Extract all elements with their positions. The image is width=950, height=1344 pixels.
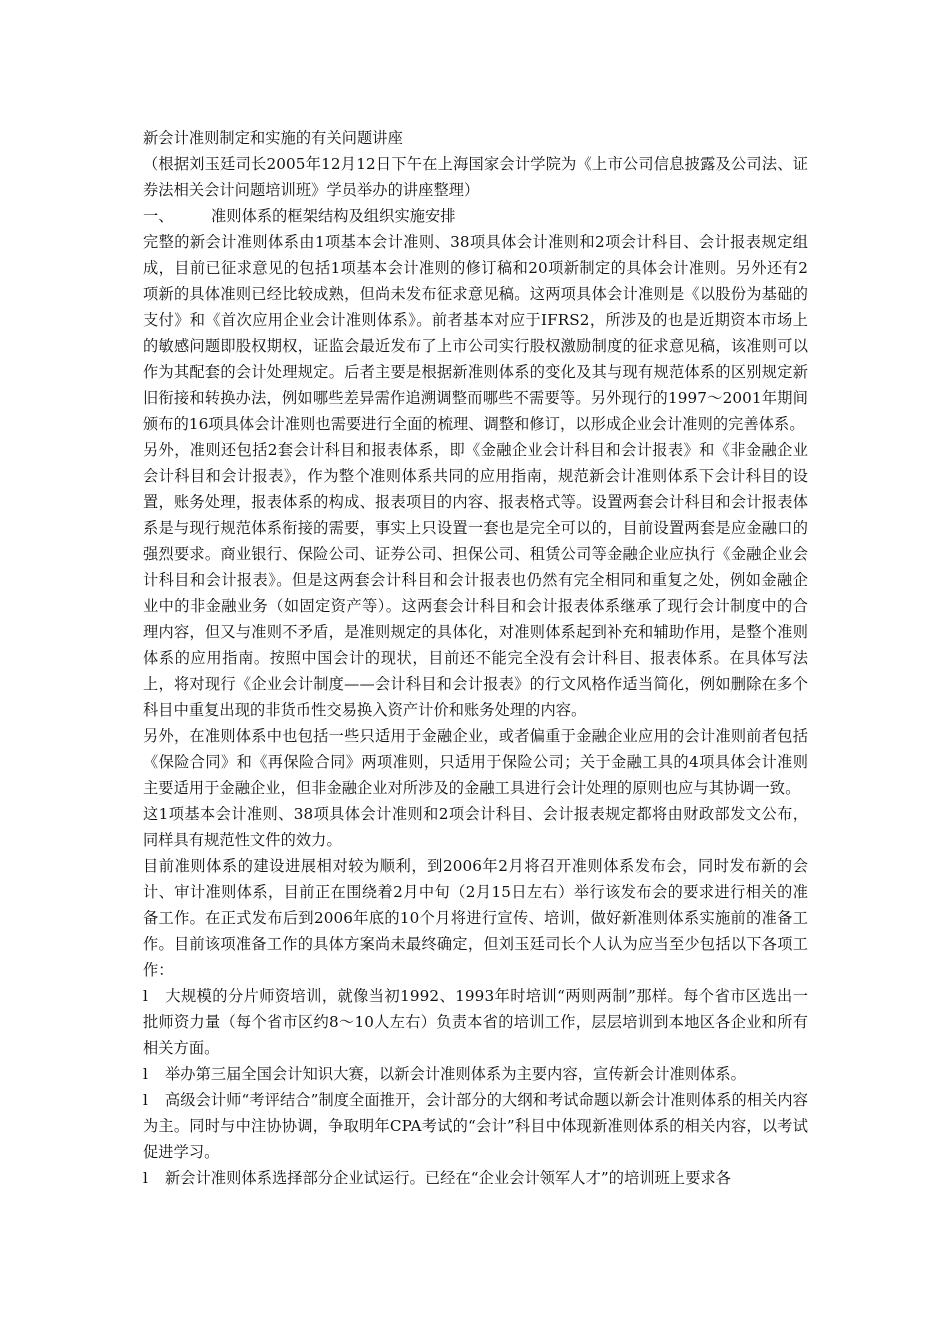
paragraph: 这1项基本会计准则、38项具体会计准则和2项会计科目、会计报表规定都将由财政部发文公布，同样具有规范性文件的效力。 xyxy=(143,805,808,849)
bullet-item xyxy=(143,1087,808,1165)
bullet-text: 高级会计师“考评结合”制度全面推开，会计部分的大纲和考试命题以新会计准则体系的相关内容为主。同时与中注协协调，争取明年CPA考试的“会计”科目中体现新准则体系的相关内容，以考试促进学习。 xyxy=(143,1091,808,1161)
bullet-marker: l xyxy=(143,987,148,1005)
paragraph: 另外，准则还包括2套会计科目和报表体系，即《金融企业会计科目和会计报表》和《非金融企业会计科目和会计报表》，作为整个准则体系共同的应用指南，规范新会计准则体系下会计科目的设置，账务处理，报表体系的构成、报表项目的内容、报表格式等。设置两套会计科目和会计报表体系是与现行规范体系衔接的需要，事实上只设置一套也是完全可以的，目前设置两套是应金融口的强烈要求。商业银行、保险公司、证券公司、担保公司、租赁公司等金融企业应执行《金融企业会计科目和会计报表》。但是这两套会计科目和会计报表也仍然有完全相同和重复之处，例如金融企业中的非金融业务（如固定资产等）。这两套会计科目和会计报表体系继承了现行会计制度中的合理内容，但又与准则不矛盾，是准则规定的具体化，对准则体系起到补充和辅助作用，是整个准则体系的应用指南。按照中国会计的现状，目前还不能完全没有会计科目、报表体系。在具体写法上，将对现行《企业会计制度——会计科目和会计报表》的行文风格作适当简化，例如删除在多个科目中重复出现的非货币性交易换入资产计价和账务处理的内容。 xyxy=(143,441,808,719)
bullet-item xyxy=(143,1061,808,1087)
document-subtitle: （根据刘玉廷司长2005年12月12日下午在上海国家会计学院为《上市公司信息披露及公司法、证券法相关会计问题培训班》学员举办的讲座整理） xyxy=(143,155,808,199)
bullet-item xyxy=(143,1165,808,1191)
bullet-text: 新会计准则体系选择部分企业试运行。已经在“企业会计领军人才”的培训班上要求各 xyxy=(165,1169,732,1187)
bullet-marker: l xyxy=(143,1091,148,1109)
document-title: 新会计准则制定和实施的有关问题讲座 xyxy=(143,129,403,147)
paragraph: 目前准则体系的建设进展相对较为顺利，到2006年2月将召开准则体系发布会，同时发布新的会计、审计准则体系，目前正在围绕着2月中旬（2月15日左右）举行该发布会的要求进行相关的准备工作。在正式发布后到2006年底的10个月将进行宣传、培训，做好新准则体系实施前的准备工作。目前该项准备工作的具体方案尚未最终确定，但刘玉廷司长个人认为应当至少包括以下各项工作： xyxy=(143,857,808,979)
section-heading xyxy=(143,203,808,229)
paragraph: 另外，在准则体系中也包括一些只适用于金融企业，或者偏重于金融企业应用的会计准则前者包括《保险合同》和《再保险合同》两项准则，只适用于保险公司；关于金融工具的4项具体会计准则主要适用于金融企业，但非金融企业对所涉及的金融工具进行会计处理的原则也应与其协调一致。 xyxy=(143,727,808,797)
bullet-marker: l xyxy=(143,1065,148,1083)
paragraph: 完整的新会计准则体系由1项基本会计准则、38项具体会计准则和2项会计科目、会计报表规定组成，目前已征求意见的包括1项基本会计准则的修订稿和20项新制定的具体会计准则。另外还有2项新的具体准则已经比较成熟，但尚未发布征求意见稿。这两项具体会计准则是《以股份为基础的支付》和《首次应用企业会计准则体系》。前者基本对应于IFRS2，所涉及的也是近期资本市场上的敏感问题即股权期权，证监会最近发布了上市公司实行股权激励制度的征求意见稿，该准则可以作为其配套的会计处理规定。后者主要是根据新准则体系的变化及其与现有规范体系的区别规定新旧衔接和转换办法，例如哪些差异需作追溯调整而哪些不需要等。另外现行的1997～2001年期间颁布的16项具体会计准则也需要进行全面的梳理、调整和修订，以形成企业会计准则的完善体系。 xyxy=(143,233,808,433)
section-title: 准则体系的框架结构及组织实施安排 xyxy=(211,207,456,225)
bullet-text: 举办第三届全国会计知识大赛，以新会计准则体系为主要内容，宣传新会计准则体系。 xyxy=(165,1065,746,1083)
bullet-text: 大规模的分片师资培训，就像当初1992、1993年时培训“两则两制”那样。每个省市区选出一批师资力量（每个省市区约8～10人左右）负责本省的培训工作，层层培训到本地区各企业和所有相关方面。 xyxy=(143,987,808,1057)
bullet-marker: l xyxy=(143,1169,148,1187)
document-page xyxy=(143,125,808,1191)
bullet-item xyxy=(143,983,808,1061)
section-number: 一、 xyxy=(143,207,174,225)
